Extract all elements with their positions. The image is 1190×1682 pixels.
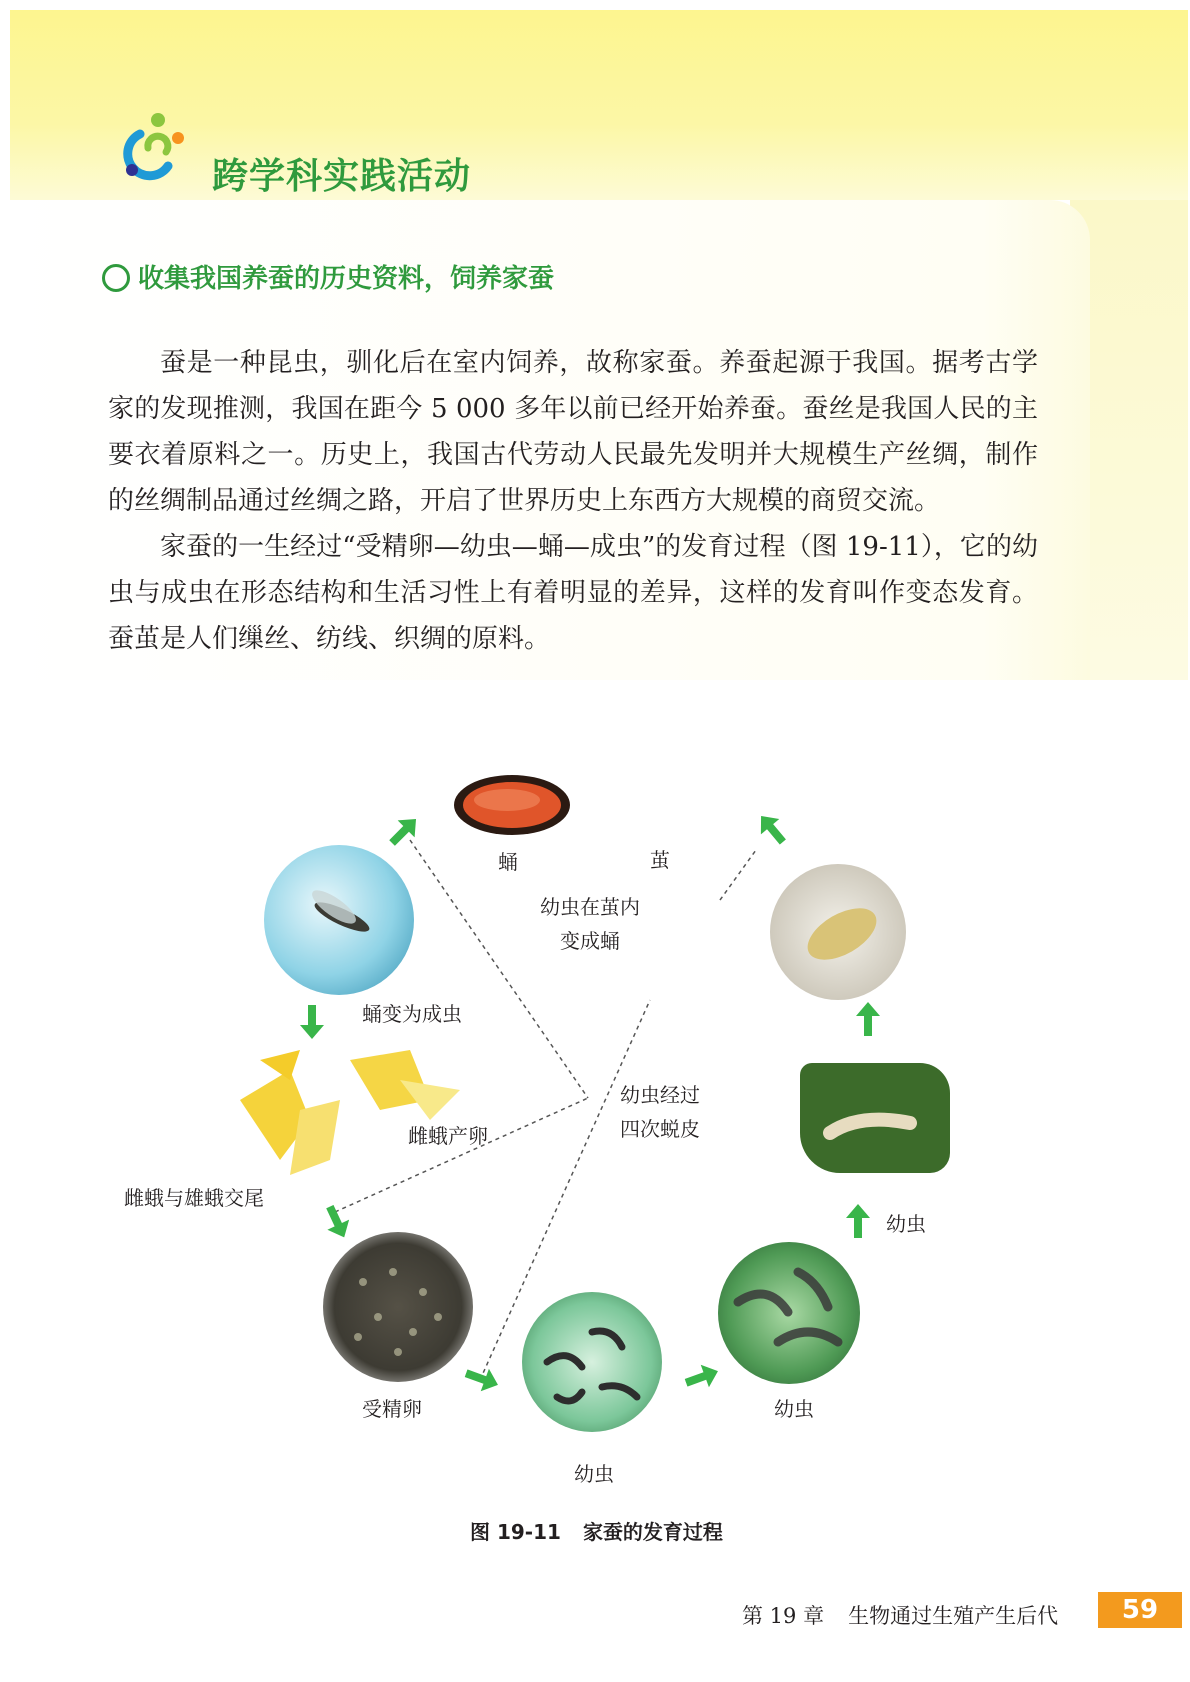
arrow-adult-to-mating-icon	[300, 1005, 324, 1039]
silkworm-icon	[800, 1063, 950, 1173]
subheading-bullet-icon	[102, 264, 130, 292]
larva-young-photo	[522, 1292, 662, 1432]
cocoon-icon	[770, 864, 906, 1000]
body-text	[108, 340, 1038, 662]
label-cocoon: 茧	[650, 848, 670, 872]
arrow-egg-to-larva-icon	[462, 1362, 502, 1396]
figure-number: 图 19-11	[470, 1520, 561, 1544]
label-larva-to-pupa: 幼虫在茧内 变成蛹	[540, 895, 640, 953]
page-footer	[742, 1600, 1082, 1630]
label-larva-2: 幼虫	[774, 1397, 814, 1421]
larva-mature-photo	[800, 1063, 950, 1173]
larvae-icon	[522, 1292, 662, 1432]
section-title: 跨学科实践活动	[212, 156, 472, 197]
pupa-photo	[452, 772, 572, 838]
arrow-pupa-to-adult-icon	[383, 810, 424, 851]
page-number: 59	[1098, 1592, 1182, 1628]
cocoon-photo	[770, 864, 906, 1000]
arrow-cocoon-to-pupa-icon	[752, 808, 792, 849]
arrow-larva-to-larva-icon	[682, 1360, 722, 1394]
paragraph-history: 蚕是一种昆虫，驯化后在室内饲养，故称家蚕。养蚕起源于我国。据考古学家的发现推测，我国在距今 5 000 多年以前已经开始养蚕。蚕丝是我国人民的主要衣着原料之一。历史上，我国古代劳动人民最先发明并大规模生产丝绸，制作的丝绸制品通过丝绸之路，开启了世界历史上东西方大规模的商贸交流。	[108, 348, 1038, 516]
arrow-mating-to-egg-icon	[319, 1202, 355, 1243]
eggs-icon	[323, 1232, 473, 1382]
mating-moths-photo	[230, 1040, 470, 1180]
label-larva-3: 幼虫	[886, 1212, 926, 1236]
figure-title: 家蚕的发育过程	[582, 1520, 723, 1544]
label-larva-1: 幼虫	[574, 1462, 614, 1486]
label-female-lays: 雌蛾产卵	[408, 1124, 488, 1148]
chapter-number: 第 19 章	[742, 1604, 825, 1628]
fertilized-eggs-photo	[323, 1232, 473, 1382]
chapter-title: 生物通过生殖产生后代	[848, 1604, 1059, 1628]
paragraph-development: 家蚕的一生经过“受精卵—幼虫—蛹—成虫”的发育过程（图 19-11），它的幼虫与成虫在形态结构和生活习性上有着明显的差异，这样的发育叫作变态发育。蚕茧是人们缫丝、纺线、织绸的原料。	[108, 532, 1038, 654]
label-pupa: 蛹	[498, 850, 518, 874]
figure-caption	[470, 1516, 745, 1545]
label-pupa-to-adult: 蛹变为成虫	[362, 1002, 462, 1026]
moth-icon	[264, 845, 414, 995]
label-mating: 雌蛾与雄蛾交尾	[124, 1186, 264, 1210]
label-molting: 幼虫经过 四次蜕皮	[620, 1083, 700, 1141]
arrow-mature-to-cocoon-icon	[856, 1002, 880, 1036]
activity-logo-icon	[118, 108, 198, 188]
activity-subheading: 收集我国养蚕的历史资料，饲养家蚕	[138, 264, 555, 294]
larva-middle-photo	[718, 1242, 860, 1384]
larvae-icon	[718, 1242, 860, 1384]
adult-moth-photo	[264, 845, 414, 995]
label-fertilized-egg: 受精卵	[362, 1397, 422, 1421]
arrow-larva-to-mature-icon	[846, 1204, 870, 1238]
